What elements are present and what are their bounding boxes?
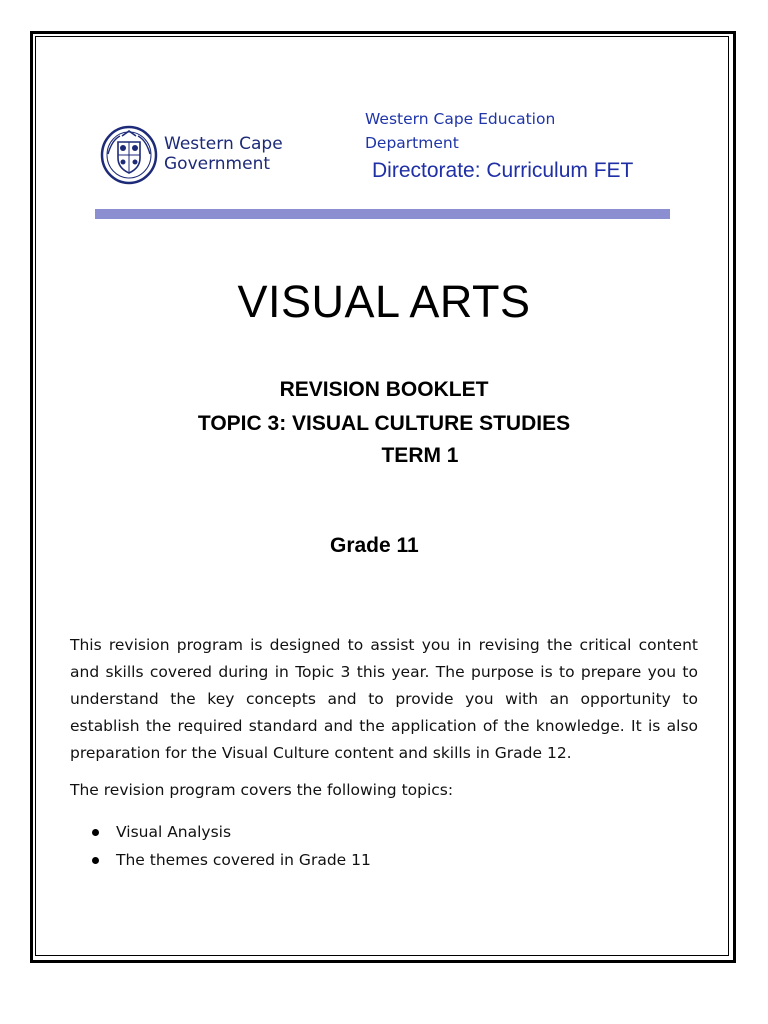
department-name	[365, 107, 605, 155]
intro-paragraph: This revision program is designed to assist you in revising the critical content and skills covered during in Topic 3 this year. The purpose is to prepare you to understand the key concepts and to provide you with an opportunity to establish the required standard and the application of the knowledge. It is also preparation for the Visual Culture content and skills in Grade 12.	[70, 636, 698, 762]
header-divider	[95, 209, 670, 219]
directorate-heading: Directorate: Curriculum FET	[372, 159, 634, 182]
list-item	[92, 818, 371, 846]
subtitle-topic: TOPIC 3: VISUAL CULTURE STUDIES	[197, 412, 571, 435]
coat-of-arms-icon	[100, 124, 160, 186]
department-line-1: Western Cape Education	[365, 110, 556, 128]
list-item	[92, 846, 371, 874]
bullet-icon	[92, 829, 99, 836]
logo-line-2: Government	[164, 154, 271, 174]
department-line-2: Department	[365, 134, 459, 152]
logo-line-1: Western Cape	[164, 134, 283, 154]
subtitle-booklet: REVISION BOOKLET	[279, 378, 489, 401]
logo-wordmark	[164, 134, 283, 174]
intro-text	[70, 632, 698, 814]
topics-list	[92, 818, 371, 874]
list-item-text: The themes covered in Grade 11	[116, 851, 371, 869]
document-title: VISUAL ARTS	[237, 276, 531, 327]
list-item-text: Visual Analysis	[116, 823, 232, 841]
grade-label: Grade 11	[330, 534, 419, 557]
government-logo	[100, 124, 330, 186]
topics-intro: The revision program covers the following topics:	[70, 781, 454, 799]
subtitle-term: TERM 1	[381, 444, 459, 467]
bullet-icon	[92, 857, 99, 864]
